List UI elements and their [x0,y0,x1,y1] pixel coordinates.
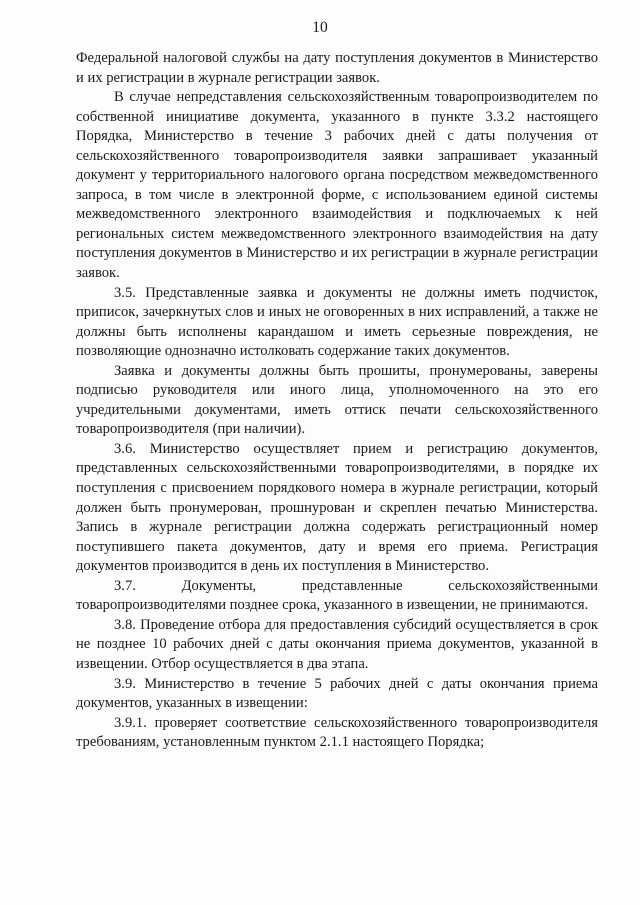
paragraph-3-7: 3.7. Документы, представленные сельскохозяйственными товаропроизводителями позднее срока, указанного в извещении, не принимаются. [76,577,598,614]
paragraph-nonsubmission: В случае непредставления сельскохозяйственным товаропроизводителем по собственной инициативе документа, указанного в пункте 3.3.2 настоящего Порядка, Министерство в течение 3 рабочих дней с даты получения от сельскохозяйственного товаропроизводителя заявки запрашивает указанный документ у территориального налогового органа посредством межведомственного запроса, в том числе в электронной форме, с использованием единой системы межведомственного электронного взаимодействия и подключаемых к ней региональных систем межведомственного электронного взаимодействия на дату поступления документов в Министерство и их регистрации в журнале регистрации заявок. [76,89,598,282]
paragraph-3-9-1: 3.9.1. проверяет соответствие сельскохозяйственного товаропроизводителя требованиям, установленным пунктом 2.1.1 настоящего Порядка; [76,714,598,751]
paragraph-3-6: 3.6. Министерство осуществляет прием и регистрацию документов, представленных сельскохозяйственными товаропроизводителями, в порядке их поступления с присвоением порядкового номера в журнале регистрации, который должен быть пронумерован, прошнурован и скреплен печатью Министерства. Запись в журнале регистрации должна содержать регистрационный номер поступившего пакета документов, дату и время его приема. Регистрация документов производится в день их поступления в Министерство. [76,440,598,575]
paragraph-3-5: 3.5. Представленные заявка и документы не должны иметь подчисток, приписок, зачеркнутых слов и иных не оговоренных в них исправлений, а также не должны быть исполнены карандашом и иметь серьезные повреждения, не позволяющие однозначно истолковать содержание таких документов. [76,284,598,360]
paragraph-3-9: 3.9. Министерство в течение 5 рабочих дней с даты окончания приема документов, указанных в извещении: [76,675,598,712]
document-body [76,49,598,753]
paragraph-binding-requirements: Заявка и документы должны быть прошиты, пронумерованы, заверены подписью руководителя или иного лица, уполномоченного на это его учредительными документами, иметь оттиск печати сельскохозяйственного товаропроизводителя (при наличии). [76,362,598,438]
paragraph-continuation: Федеральной налоговой службы на дату поступления документов в Министерство и их регистрации в журнале регистрации заявок. [76,50,598,86]
paragraph-3-8: 3.8. Проведение отбора для предоставления субсидий осуществляется в срок не позднее 10 рабочих дней с даты окончания приема документов, указанной в извещении. Отбор осуществляется в два этапа. [76,616,598,672]
page-number: 10 [312,19,328,36]
